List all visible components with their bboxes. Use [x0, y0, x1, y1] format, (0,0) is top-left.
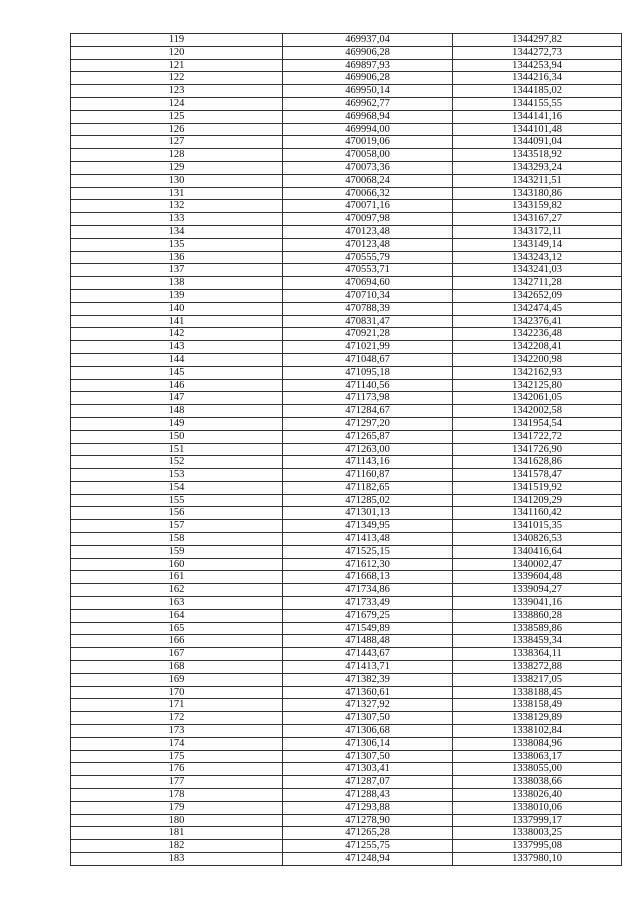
- point-number-cell: 126: [71, 123, 283, 136]
- table-row: [71, 737, 622, 750]
- table-row: [71, 405, 622, 418]
- point-number-cell: 170: [71, 686, 283, 699]
- x-coordinate-cell: 470710,34: [283, 289, 453, 302]
- y-coordinate-cell: 1339041,16: [453, 597, 622, 610]
- table-row: [71, 840, 622, 853]
- y-coordinate-cell: 1338158,49: [453, 699, 622, 712]
- table-row: [71, 225, 622, 238]
- y-coordinate-cell: 1338102,84: [453, 725, 622, 738]
- x-coordinate-cell: 471349,95: [283, 520, 453, 533]
- table-row: [71, 494, 622, 507]
- point-number-cell: 135: [71, 238, 283, 251]
- y-coordinate-cell: 1341726,90: [453, 443, 622, 456]
- table-row: [71, 686, 622, 699]
- y-coordinate-cell: 1342711,28: [453, 277, 622, 290]
- point-number-cell: 181: [71, 827, 283, 840]
- y-coordinate-cell: 1344253,94: [453, 59, 622, 72]
- table-row: [71, 443, 622, 456]
- x-coordinate-cell: 471297,20: [283, 417, 453, 430]
- point-number-cell: 151: [71, 443, 283, 456]
- point-number-cell: 182: [71, 840, 283, 853]
- point-number-cell: 132: [71, 200, 283, 213]
- x-coordinate-cell: 469906,28: [283, 72, 453, 85]
- x-coordinate-cell: 470831,47: [283, 315, 453, 328]
- table-row: [71, 609, 622, 622]
- y-coordinate-cell: 1338063,17: [453, 750, 622, 763]
- table-row: [71, 277, 622, 290]
- y-coordinate-cell: 1342474,45: [453, 302, 622, 315]
- point-number-cell: 164: [71, 609, 283, 622]
- table-row: [71, 264, 622, 277]
- table-row: [71, 34, 622, 47]
- y-coordinate-cell: 1337995,08: [453, 840, 622, 853]
- point-number-cell: 143: [71, 341, 283, 354]
- y-coordinate-cell: 1338364,11: [453, 648, 622, 661]
- table-row: [71, 213, 622, 226]
- x-coordinate-cell: 471248,94: [283, 853, 453, 866]
- x-coordinate-cell: 471307,50: [283, 712, 453, 725]
- point-number-cell: 153: [71, 469, 283, 482]
- x-coordinate-cell: 471265,28: [283, 827, 453, 840]
- y-coordinate-cell: 1338272,88: [453, 661, 622, 674]
- point-number-cell: 120: [71, 46, 283, 59]
- table-row: [71, 85, 622, 98]
- y-coordinate-cell: 1343293,24: [453, 161, 622, 174]
- y-coordinate-cell: 1343243,12: [453, 251, 622, 264]
- y-coordinate-cell: 1343211,51: [453, 174, 622, 187]
- table-row: [71, 635, 622, 648]
- table-row: [71, 315, 622, 328]
- x-coordinate-cell: 469937,04: [283, 34, 453, 47]
- x-coordinate-cell: 471021,99: [283, 341, 453, 354]
- table-row: [71, 289, 622, 302]
- x-coordinate-cell: 470097,98: [283, 213, 453, 226]
- table-row: [71, 712, 622, 725]
- point-number-cell: 140: [71, 302, 283, 315]
- point-number-cell: 167: [71, 648, 283, 661]
- x-coordinate-cell: 471303,41: [283, 763, 453, 776]
- x-coordinate-cell: 471301,13: [283, 507, 453, 520]
- point-number-cell: 141: [71, 315, 283, 328]
- y-coordinate-cell: 1344216,34: [453, 72, 622, 85]
- y-coordinate-cell: 1343159,82: [453, 200, 622, 213]
- y-coordinate-cell: 1342002,58: [453, 405, 622, 418]
- y-coordinate-cell: 1339094,27: [453, 584, 622, 597]
- point-number-cell: 152: [71, 456, 283, 469]
- y-coordinate-cell: 1342236,48: [453, 328, 622, 341]
- point-number-cell: 133: [71, 213, 283, 226]
- y-coordinate-cell: 1343167,27: [453, 213, 622, 226]
- y-coordinate-cell: 1337980,10: [453, 853, 622, 866]
- x-coordinate-cell: 470555,79: [283, 251, 453, 264]
- point-number-cell: 183: [71, 853, 283, 866]
- y-coordinate-cell: 1338860,28: [453, 609, 622, 622]
- point-number-cell: 177: [71, 776, 283, 789]
- x-coordinate-cell: 471265,87: [283, 430, 453, 443]
- x-coordinate-cell: 470058,00: [283, 149, 453, 162]
- x-coordinate-cell: 471413,48: [283, 533, 453, 546]
- table-row: [71, 507, 622, 520]
- point-number-cell: 139: [71, 289, 283, 302]
- point-number-cell: 145: [71, 366, 283, 379]
- y-coordinate-cell: 1342208,41: [453, 341, 622, 354]
- y-coordinate-cell: 1338188,45: [453, 686, 622, 699]
- point-number-cell: 161: [71, 571, 283, 584]
- x-coordinate-cell: 471288,43: [283, 789, 453, 802]
- table-row: [71, 673, 622, 686]
- x-coordinate-cell: 470073,36: [283, 161, 453, 174]
- point-number-cell: 174: [71, 737, 283, 750]
- y-coordinate-cell: 1341015,35: [453, 520, 622, 533]
- y-coordinate-cell: 1338055,00: [453, 763, 622, 776]
- table-row: [71, 545, 622, 558]
- x-coordinate-cell: 469962,77: [283, 97, 453, 110]
- point-number-cell: 172: [71, 712, 283, 725]
- table-row: [71, 597, 622, 610]
- table-row: [71, 699, 622, 712]
- point-number-cell: 122: [71, 72, 283, 85]
- table-row: [71, 366, 622, 379]
- point-number-cell: 173: [71, 725, 283, 738]
- coordinates-table: [70, 33, 622, 866]
- point-number-cell: 129: [71, 161, 283, 174]
- table-row: [71, 149, 622, 162]
- y-coordinate-cell: 1342376,41: [453, 315, 622, 328]
- table-row: [71, 456, 622, 469]
- y-coordinate-cell: 1343180,86: [453, 187, 622, 200]
- table-row: [71, 776, 622, 789]
- x-coordinate-cell: 469897,93: [283, 59, 453, 72]
- table-row: [71, 725, 622, 738]
- table-row: [71, 379, 622, 392]
- point-number-cell: 162: [71, 584, 283, 597]
- point-number-cell: 171: [71, 699, 283, 712]
- x-coordinate-cell: 471360,61: [283, 686, 453, 699]
- table-row: [71, 750, 622, 763]
- x-coordinate-cell: 471255,75: [283, 840, 453, 853]
- x-coordinate-cell: 471293,88: [283, 801, 453, 814]
- point-number-cell: 169: [71, 673, 283, 686]
- table-row: [71, 187, 622, 200]
- point-number-cell: 160: [71, 558, 283, 571]
- point-number-cell: 138: [71, 277, 283, 290]
- x-coordinate-cell: 471306,68: [283, 725, 453, 738]
- y-coordinate-cell: 1338038,66: [453, 776, 622, 789]
- point-number-cell: 166: [71, 635, 283, 648]
- x-coordinate-cell: 471284,67: [283, 405, 453, 418]
- y-coordinate-cell: 1340826,53: [453, 533, 622, 546]
- table-row: [71, 97, 622, 110]
- x-coordinate-cell: 471307,50: [283, 750, 453, 763]
- x-coordinate-cell: 471140,56: [283, 379, 453, 392]
- table-row: [71, 827, 622, 840]
- y-coordinate-cell: 1342200,98: [453, 353, 622, 366]
- table-row: [71, 469, 622, 482]
- y-coordinate-cell: 1339604,48: [453, 571, 622, 584]
- y-coordinate-cell: 1340002,47: [453, 558, 622, 571]
- y-coordinate-cell: 1342162,93: [453, 366, 622, 379]
- point-number-cell: 176: [71, 763, 283, 776]
- table-row: [71, 251, 622, 264]
- point-number-cell: 136: [71, 251, 283, 264]
- x-coordinate-cell: 471182,65: [283, 481, 453, 494]
- x-coordinate-cell: 471734,86: [283, 584, 453, 597]
- point-number-cell: 125: [71, 110, 283, 123]
- table-row: [71, 353, 622, 366]
- y-coordinate-cell: 1341519,92: [453, 481, 622, 494]
- x-coordinate-cell: 470788,39: [283, 302, 453, 315]
- y-coordinate-cell: 1338459,34: [453, 635, 622, 648]
- point-number-cell: 156: [71, 507, 283, 520]
- y-coordinate-cell: 1342061,05: [453, 392, 622, 405]
- table-row: [71, 59, 622, 72]
- x-coordinate-cell: 471278,90: [283, 814, 453, 827]
- x-coordinate-cell: 471488,48: [283, 635, 453, 648]
- point-number-cell: 131: [71, 187, 283, 200]
- x-coordinate-cell: 471668,13: [283, 571, 453, 584]
- point-number-cell: 148: [71, 405, 283, 418]
- point-number-cell: 128: [71, 149, 283, 162]
- table-row: [71, 648, 622, 661]
- table-row: [71, 584, 622, 597]
- coordinates-table-body: [71, 34, 622, 866]
- y-coordinate-cell: 1343149,14: [453, 238, 622, 251]
- x-coordinate-cell: 471143,16: [283, 456, 453, 469]
- table-row: [71, 520, 622, 533]
- point-number-cell: 158: [71, 533, 283, 546]
- table-row: [71, 622, 622, 635]
- point-number-cell: 137: [71, 264, 283, 277]
- point-number-cell: 127: [71, 136, 283, 149]
- table-row: [71, 763, 622, 776]
- x-coordinate-cell: 471612,30: [283, 558, 453, 571]
- table-row: [71, 430, 622, 443]
- point-number-cell: 149: [71, 417, 283, 430]
- y-coordinate-cell: 1344101,48: [453, 123, 622, 136]
- point-number-cell: 178: [71, 789, 283, 802]
- x-coordinate-cell: 471327,92: [283, 699, 453, 712]
- x-coordinate-cell: 471443,67: [283, 648, 453, 661]
- x-coordinate-cell: 471263,00: [283, 443, 453, 456]
- y-coordinate-cell: 1338003,25: [453, 827, 622, 840]
- x-coordinate-cell: 470553,71: [283, 264, 453, 277]
- y-coordinate-cell: 1342125,80: [453, 379, 622, 392]
- x-coordinate-cell: 469968,94: [283, 110, 453, 123]
- y-coordinate-cell: 1344155,55: [453, 97, 622, 110]
- x-coordinate-cell: 471048,67: [283, 353, 453, 366]
- x-coordinate-cell: 469906,28: [283, 46, 453, 59]
- table-row: [71, 417, 622, 430]
- x-coordinate-cell: 471549,89: [283, 622, 453, 635]
- point-number-cell: 180: [71, 814, 283, 827]
- x-coordinate-cell: 471173,98: [283, 392, 453, 405]
- x-coordinate-cell: 471306,14: [283, 737, 453, 750]
- point-number-cell: 146: [71, 379, 283, 392]
- table-row: [71, 533, 622, 546]
- table-row: [71, 392, 622, 405]
- table-row: [71, 302, 622, 315]
- table-row: [71, 789, 622, 802]
- point-number-cell: 157: [71, 520, 283, 533]
- y-coordinate-cell: 1343172,11: [453, 225, 622, 238]
- table-row: [71, 46, 622, 59]
- table-row: [71, 161, 622, 174]
- y-coordinate-cell: 1344297,82: [453, 34, 622, 47]
- table-row: [71, 814, 622, 827]
- table-row: [71, 341, 622, 354]
- y-coordinate-cell: 1337999,17: [453, 814, 622, 827]
- y-coordinate-cell: 1341722,72: [453, 430, 622, 443]
- point-number-cell: 121: [71, 59, 283, 72]
- y-coordinate-cell: 1338010,06: [453, 801, 622, 814]
- y-coordinate-cell: 1340416,64: [453, 545, 622, 558]
- table-row: [71, 200, 622, 213]
- point-number-cell: 142: [71, 328, 283, 341]
- point-number-cell: 165: [71, 622, 283, 635]
- table-row: [71, 853, 622, 866]
- y-coordinate-cell: 1338084,96: [453, 737, 622, 750]
- y-coordinate-cell: 1344272,73: [453, 46, 622, 59]
- table-row: [71, 661, 622, 674]
- table-row: [71, 123, 622, 136]
- point-number-cell: 144: [71, 353, 283, 366]
- x-coordinate-cell: 470123,48: [283, 225, 453, 238]
- table-row: [71, 558, 622, 571]
- point-number-cell: 159: [71, 545, 283, 558]
- point-number-cell: 123: [71, 85, 283, 98]
- x-coordinate-cell: 470019,06: [283, 136, 453, 149]
- table-row: [71, 136, 622, 149]
- x-coordinate-cell: 470066,32: [283, 187, 453, 200]
- point-number-cell: 168: [71, 661, 283, 674]
- table-row: [71, 571, 622, 584]
- y-coordinate-cell: 1343518,92: [453, 149, 622, 162]
- point-number-cell: 150: [71, 430, 283, 443]
- point-number-cell: 119: [71, 34, 283, 47]
- y-coordinate-cell: 1344091,04: [453, 136, 622, 149]
- x-coordinate-cell: 470694,60: [283, 277, 453, 290]
- x-coordinate-cell: 469950,14: [283, 85, 453, 98]
- table-row: [71, 328, 622, 341]
- y-coordinate-cell: 1341954,54: [453, 417, 622, 430]
- y-coordinate-cell: 1344141,16: [453, 110, 622, 123]
- table-row: [71, 110, 622, 123]
- y-coordinate-cell: 1338026,40: [453, 789, 622, 802]
- x-coordinate-cell: 471525,15: [283, 545, 453, 558]
- point-number-cell: 175: [71, 750, 283, 763]
- y-coordinate-cell: 1341628,86: [453, 456, 622, 469]
- x-coordinate-cell: 470123,48: [283, 238, 453, 251]
- x-coordinate-cell: 471160,87: [283, 469, 453, 482]
- x-coordinate-cell: 471413,71: [283, 661, 453, 674]
- y-coordinate-cell: 1338129,89: [453, 712, 622, 725]
- x-coordinate-cell: 471733,49: [283, 597, 453, 610]
- y-coordinate-cell: 1341578,47: [453, 469, 622, 482]
- table-row: [71, 481, 622, 494]
- x-coordinate-cell: 471679,25: [283, 609, 453, 622]
- x-coordinate-cell: 471382,39: [283, 673, 453, 686]
- point-number-cell: 147: [71, 392, 283, 405]
- point-number-cell: 154: [71, 481, 283, 494]
- point-number-cell: 163: [71, 597, 283, 610]
- point-number-cell: 124: [71, 97, 283, 110]
- y-coordinate-cell: 1344185,02: [453, 85, 622, 98]
- point-number-cell: 179: [71, 801, 283, 814]
- y-coordinate-cell: 1338589,86: [453, 622, 622, 635]
- point-number-cell: 130: [71, 174, 283, 187]
- y-coordinate-cell: 1341209,29: [453, 494, 622, 507]
- y-coordinate-cell: 1343241,03: [453, 264, 622, 277]
- table-row: [71, 801, 622, 814]
- x-coordinate-cell: 470068,24: [283, 174, 453, 187]
- table-row: [71, 238, 622, 251]
- x-coordinate-cell: 470921,28: [283, 328, 453, 341]
- x-coordinate-cell: 469994,00: [283, 123, 453, 136]
- x-coordinate-cell: 470071,16: [283, 200, 453, 213]
- x-coordinate-cell: 471285,02: [283, 494, 453, 507]
- y-coordinate-cell: 1338217,05: [453, 673, 622, 686]
- y-coordinate-cell: 1342652,09: [453, 289, 622, 302]
- y-coordinate-cell: 1341160,42: [453, 507, 622, 520]
- point-number-cell: 134: [71, 225, 283, 238]
- x-coordinate-cell: 471287,07: [283, 776, 453, 789]
- point-number-cell: 155: [71, 494, 283, 507]
- table-row: [71, 174, 622, 187]
- table-row: [71, 72, 622, 85]
- x-coordinate-cell: 471095,18: [283, 366, 453, 379]
